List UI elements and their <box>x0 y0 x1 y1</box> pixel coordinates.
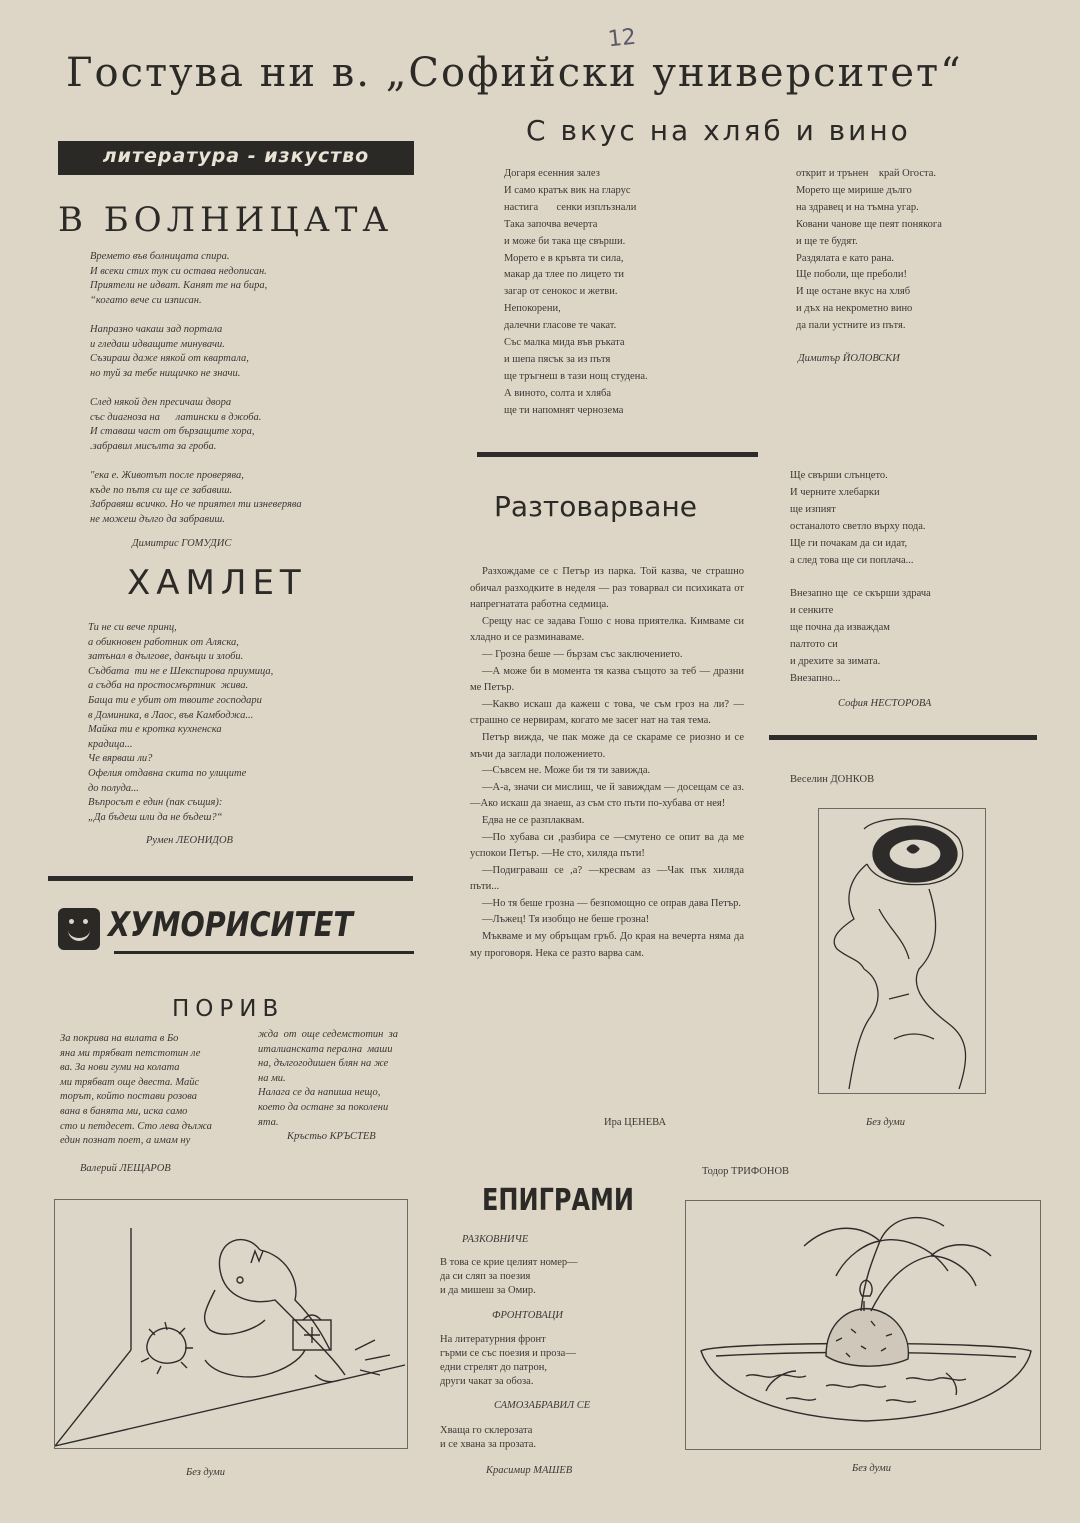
poem-body: Ще свърши слънцето. И черните хлебарки ще изпият останалото светло върху пода. Ще ги почакам да си идат, а след това ще си поплача... Внезапно ще се скърши здрача и сенките ще почна да изваждам палтото си и дрехите за зимата. Внезапно... <box>790 470 931 684</box>
page-number: 12 <box>606 24 638 53</box>
divider <box>477 452 758 457</box>
cartoon-artist: Тодор ТРИФОНОВ <box>702 1166 790 1177</box>
story-paragraph: —Но тя беше грозна — безпомощно се оправ дава Петър. <box>482 897 742 909</box>
cartoon-caption: Без думи <box>186 1467 225 1478</box>
cartoon-image <box>818 808 986 1094</box>
epigram-title: ФРОНТОВАЦИ <box>492 1310 563 1321</box>
poem-author: Димитрис ГОМУДИС <box>132 538 232 549</box>
story-paragraph: Петър вижда, че пак може да се скараме се риозно и се мъчи да заглади положението. <box>470 731 744 760</box>
humor-title: ПОРИВ <box>172 996 285 1022</box>
story-paragraph: —По хубава си ,разбира се —смутено се опит ва да ме успокои Петър. —Не сто, хиляда пъти! <box>470 831 744 860</box>
story-paragraph: —Какво искаш да кажеш с това, че съм гроз на ли? —страшно се нервирам, когато ме засег нат на тая тема. <box>470 698 744 727</box>
story-paragraph: Мъкваме и му обръщам гръб. До края на вечерта няма да му проговоря. Нека се разто варва сам. <box>470 931 744 959</box>
humor-column-1: За покрива на вилата в Бо яна ми трябват петстотин ле ва. За нови гуми на колата ми трябват още двеста. Майс торът, който постави розова вана в банята ми, иска само сто и петдесет. Сто лева дължа един познат поет, а имам ну <box>60 1033 212 1147</box>
cartoon-caption: Без думи <box>852 1463 891 1474</box>
cartoon-artist: Веселин ДОНКОВ <box>790 774 875 785</box>
cartoon-drawing <box>819 809 985 1093</box>
epigram-text: На литературния фронт гърми се със поезия и проза— едни стрелят до патрон, други чакат за обоза. <box>440 1334 576 1387</box>
story-paragraph: —А-а, значи си мислиш, че й завиждам — досещам се аз. —Ако искаш да знаеш, аз съм сто пъти по-хубава от нея! <box>470 781 744 810</box>
story-paragraph: —Съвсем не. Може би тя ти завижда. <box>482 765 651 777</box>
epigram-title: САМОЗАБРАВИЛ СЕ <box>494 1400 591 1411</box>
poem-title: В БОЛНИЦАТА <box>58 200 394 240</box>
humor-section-heading <box>58 905 418 957</box>
smiley-icon <box>58 908 100 950</box>
poem-column-2: открит и трънен край Огоста. Морето ще мирише дълго на здравец и на тъмна угар. Ковани чанове ще пеят понякога и ще те будят. Раздялата е като рана. Ще поболи, ще преболи! И ще остане вкус на хляб и дъх на некрометно вино да пали устните из пътя. <box>796 168 942 332</box>
cartoon-image <box>685 1200 1041 1450</box>
poem-author: София НЕСТОРОВА <box>838 698 932 709</box>
humor-heading: ХУМОРИСИТЕТ <box>108 905 353 945</box>
poem-title: С вкус на хляб и вино <box>526 114 911 147</box>
epigrams-author: Красимир МАШЕВ <box>486 1465 573 1476</box>
epigrams-heading: ЕПИГРАМИ <box>482 1183 634 1218</box>
poem-column-1: Догаря есенния залез И само кратък вик на гларус настига сенки изплъзнали Така започва вечерта и може би така ще свърши. Морето е в кръвта ти сила, макар да тлее по лицето ти загар от сенокос и жетви. Непокорени, далечни гласове те чакат. Със малка мида във ръката и шепа пясък за из пътя ще тръгнеш в тази нощ студена. А виното, солта и хляба ще ти напомнят чернозема <box>504 168 648 416</box>
poem-body: Ти не си вече принц, а обикновен работник от Аляска, затънал в дългове, данъци и злоби. Съдбата ти не е Шекспирова приумица, а съдба на простосмъртник жива. Баща ти е убит от твоите господари в Доминика, в Лаос, във Камбоджа... Майка ти е кротка кухненска крадица... Че вярваш ли? Офелия отдавна скита по улиците до полуда... Въпросът е един (пак същия): „Да бъдеш или да не бъдеш?“ <box>88 622 274 823</box>
story-paragraph: —Лъжец! Тя изобщо не беше грозна! <box>482 914 650 926</box>
cartoon-drawing <box>686 1201 1040 1449</box>
masthead: Гостува ни в. „Софийски университет“ <box>66 50 963 96</box>
story-body <box>470 564 744 962</box>
cartoon-artist: Валерий ЛЕЩАРОВ <box>80 1163 171 1174</box>
story-paragraph: Разхождаме се с Петър из парка. Той казва, че страшно обичал разходките в неделя — раз товарвал си психиката от напрегнатата работна седмица. <box>470 566 744 611</box>
humor-author: Кръстьо КРЪСТЕВ <box>287 1131 376 1142</box>
story-paragraph: —Подиграваш се ,а? —кресвам аз —Чак пък хиляда пъти... <box>470 864 744 893</box>
cartoon-image <box>54 1199 408 1449</box>
humor-column-2: жда от още седемстотин за италианската перална маши на, дългогодишен блян на же на ми. Налага се да напиша нещо, което да остане за поколени ята. <box>258 1029 398 1128</box>
story-paragraph: — Грозна беше — бързам със заключението. <box>482 648 683 660</box>
cartoon-drawing <box>55 1200 407 1448</box>
divider <box>769 735 1037 740</box>
story-author: Ира ЦЕНЕВА <box>604 1117 667 1128</box>
epigram-title: РАЗКОВНИЧЕ <box>462 1234 529 1245</box>
poem-author: Димитър ЙОЛОВСКИ <box>798 353 900 364</box>
epigram-text: В това се крие целият номер— да си сляп за поезия и да мишеш за Омир. <box>440 1257 578 1296</box>
cartoon-caption: Без думи <box>866 1117 905 1128</box>
story-title: Разтоварване <box>494 490 697 523</box>
section-banner <box>58 141 414 175</box>
poem-body: Времето във болницата спира. И всеки стих тук си остава недописан. Приятели не идват. Канят те на бира, “когато вече си изписан. Напразно чакаш зад портала и гледаш идващите минувачи. Съзираш даже някой от квартала, но туй за тебе нищичко не значи. След някой ден пресичаш двора със диагноза на латински в джоба. И ставаш част от бързащите хора, .забравил мисълта за гроба. "ека е. Животът после проверява, къде по пътя си ще се забавиш. Забравяш всичко. Но че приятел ти изневерява не можеш дълго да забравиш. <box>90 251 302 525</box>
story-paragraph: Едва не се разплаквам. <box>482 814 585 826</box>
epigram-text: Хваща го склерозата и се хвана за прозата. <box>440 1425 537 1450</box>
section-banner-label: литература - изкуство <box>102 145 370 167</box>
poem-author: Румен ЛЕОНИДОВ <box>146 835 233 846</box>
poem-title: ХАМЛЕТ <box>127 563 307 603</box>
divider <box>48 876 413 881</box>
story-paragraph: —А може би в момента тя казва същото за теб — дразни ме Петър. <box>470 665 744 694</box>
story-paragraph: Срещу нас се задава Гошо с нова приятелка. Кимваме си хладно и се разминаваме. <box>470 615 744 644</box>
